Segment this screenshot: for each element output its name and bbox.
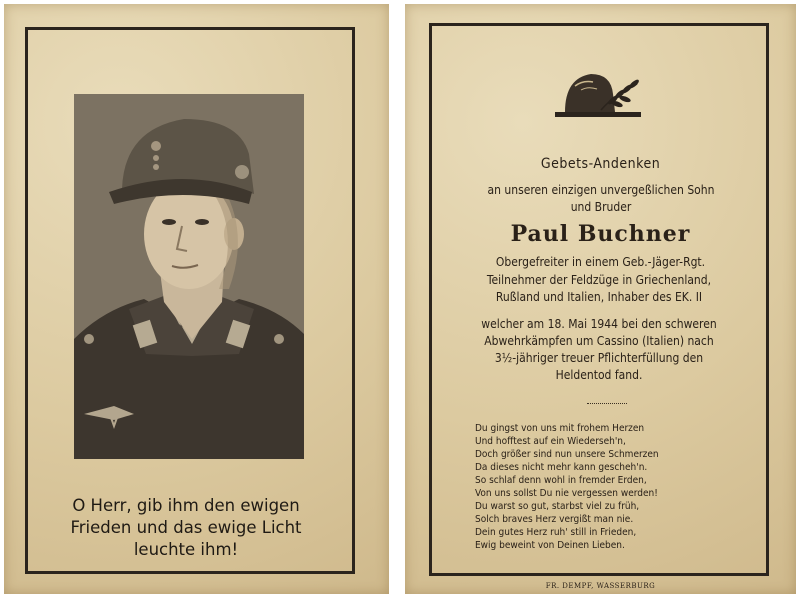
poem-line: Ewig beweint von Deinen Lieben. [475,540,625,551]
poem-line: Doch größer sind nun unsere Schmerzen [475,449,659,460]
poem-line: So schlaf denn wohl in fremder Erden, [475,475,647,486]
death-line: Abwehrkämpfen um Cassino (Italien) nach [484,334,714,348]
poem-line: Von uns sollst Du nie vergessen werden! [475,488,658,499]
poem-line: Du gingst von uns mit frohem Herzen [475,423,645,434]
soldier-portrait-photo [74,94,304,459]
deceased-name: Paul Buchner [510,221,691,247]
death-notice [449,316,749,384]
memorial-poem [475,422,725,552]
prayer-caption [26,495,346,561]
poem-line: Und hofftest auf ein Wiederseh'n, [475,436,626,447]
memorial-card-back [405,4,796,594]
poem-line: Da dieses nicht mehr kann gescheh'n. [475,462,648,473]
helmet-laurel-icon [553,64,645,124]
dedication-text [471,182,731,216]
poem-line: Solch braves Herz vergißt man nie. [475,514,634,525]
dedication-line: an unseren einzigen unvergeßlichen Sohn [487,183,715,197]
printer-imprint: FR. DEMPF, WASSERBURG [545,582,656,590]
death-line: 3½-jähriger treuer Pflichterfüllung den [494,351,704,365]
military-rank: Obergefreiter in einem Geb.-Jäger-Rgt. [495,255,706,269]
poem-line: Dein gutes Herz ruh' still in Frieden, [475,527,637,538]
prayer-line: O Herr, gib ihm den ewigen [72,496,300,515]
dotted-divider [587,403,627,404]
poem-line: Du warst so gut, starbst viel zu früh, [475,501,640,512]
death-line: Heldentod fand. [555,368,643,382]
card-title: Gebets-Andenken [540,156,661,172]
prayer-line: Frieden und das ewige Licht [70,518,302,537]
campaign-line: Teilnehmer der Feldzüge in Griechenland, [486,273,712,287]
dedication-line: und Bruder [570,200,632,214]
campaign-line: Rußland und Italien, Inhaber des EK. II [495,290,703,304]
campaign-history [449,272,749,306]
death-line: welcher am 18. Mai 1944 bei den schweren [481,317,717,331]
prayer-line: leuchte ihm! [133,540,239,559]
